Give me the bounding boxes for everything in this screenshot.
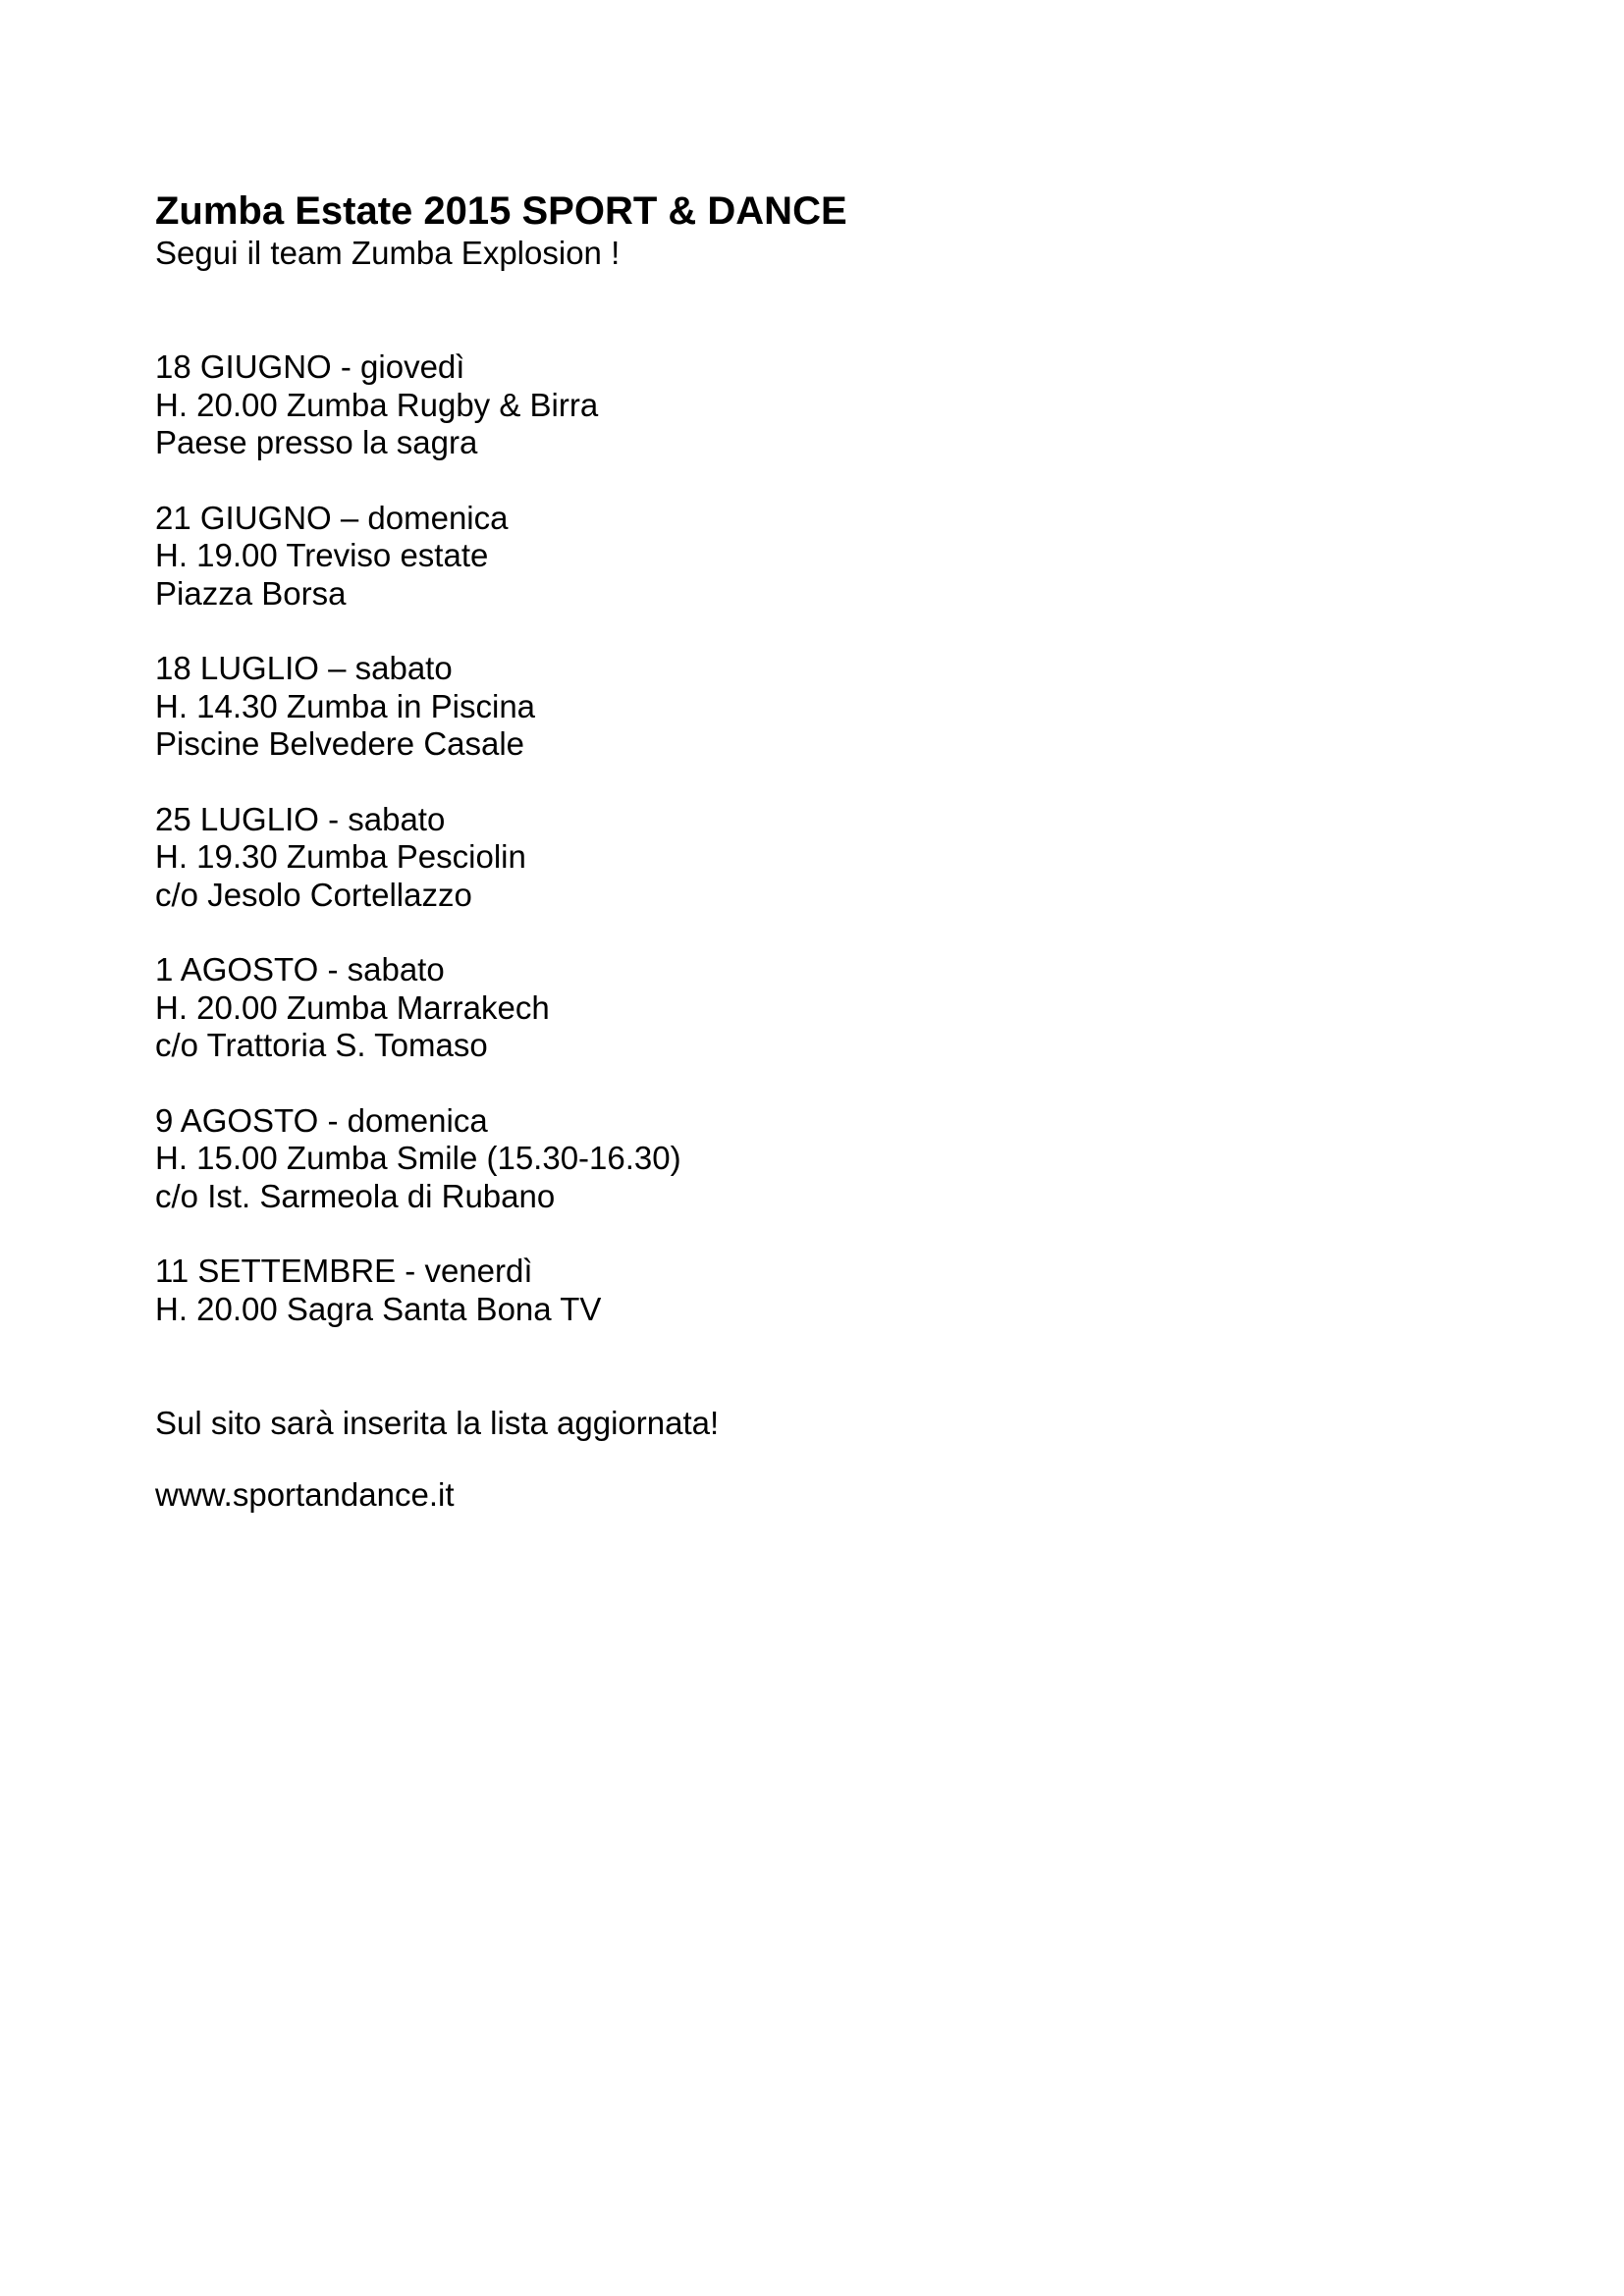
event-item: [155, 500, 1471, 614]
event-item: [155, 801, 1471, 915]
event-date: 1 AGOSTO - sabato: [155, 951, 445, 988]
event-location: Piazza Borsa: [155, 574, 347, 612]
event-date: 18 LUGLIO – sabato: [155, 650, 453, 686]
event-location: Piscine Belvedere Casale: [155, 725, 525, 762]
event-time-name: H. 19.00 Treviso estate: [155, 537, 489, 573]
event-location: c/o Ist. Sarmeola di Rubano: [155, 1177, 556, 1214]
event-location: c/o Jesolo Cortellazzo: [155, 876, 472, 913]
document-title: Zumba Estate 2015 SPORT & DANCE: [155, 189, 847, 233]
event-item: [155, 348, 1471, 462]
event-date: 11 SETTEMBRE - venerdì: [155, 1253, 533, 1289]
event-date: 9 AGOSTO - domenica: [155, 1101, 488, 1139]
event-date: 18 GIUGNO - giovedì: [155, 348, 465, 385]
event-item: [155, 951, 1471, 1065]
footer-note: Sul sito sarà inserita la lista aggiornata!: [155, 1405, 720, 1441]
event-time-name: H. 15.00 Zumba Smile (15.30-16.30): [155, 1140, 681, 1176]
event-location: c/o Trattoria S. Tomaso: [155, 1027, 488, 1063]
document-subtitle: Segui il team Zumba Explosion !: [155, 235, 621, 271]
document-page: [155, 188, 1471, 1514]
event-time-name: H. 20.00 Sagra Santa Bona TV: [155, 1290, 602, 1327]
website-url: www.sportandance.it: [155, 1475, 455, 1513]
event-location: Paese presso la sagra: [155, 424, 478, 460]
event-date: 21 GIUGNO – domenica: [155, 499, 509, 536]
event-time-name: H. 20.00 Zumba Rugby & Birra: [155, 386, 599, 423]
event-time-name: H. 14.30 Zumba in Piscina: [155, 687, 536, 724]
event-date: 25 LUGLIO - sabato: [155, 800, 446, 837]
event-item: [155, 1253, 1471, 1328]
event-time-name: H. 20.00 Zumba Marrakech: [155, 988, 550, 1026]
event-item: [155, 650, 1471, 764]
event-time-name: H. 19.30 Zumba Pesciolin: [155, 838, 526, 875]
event-list: [155, 348, 1471, 1328]
event-item: [155, 1102, 1471, 1216]
